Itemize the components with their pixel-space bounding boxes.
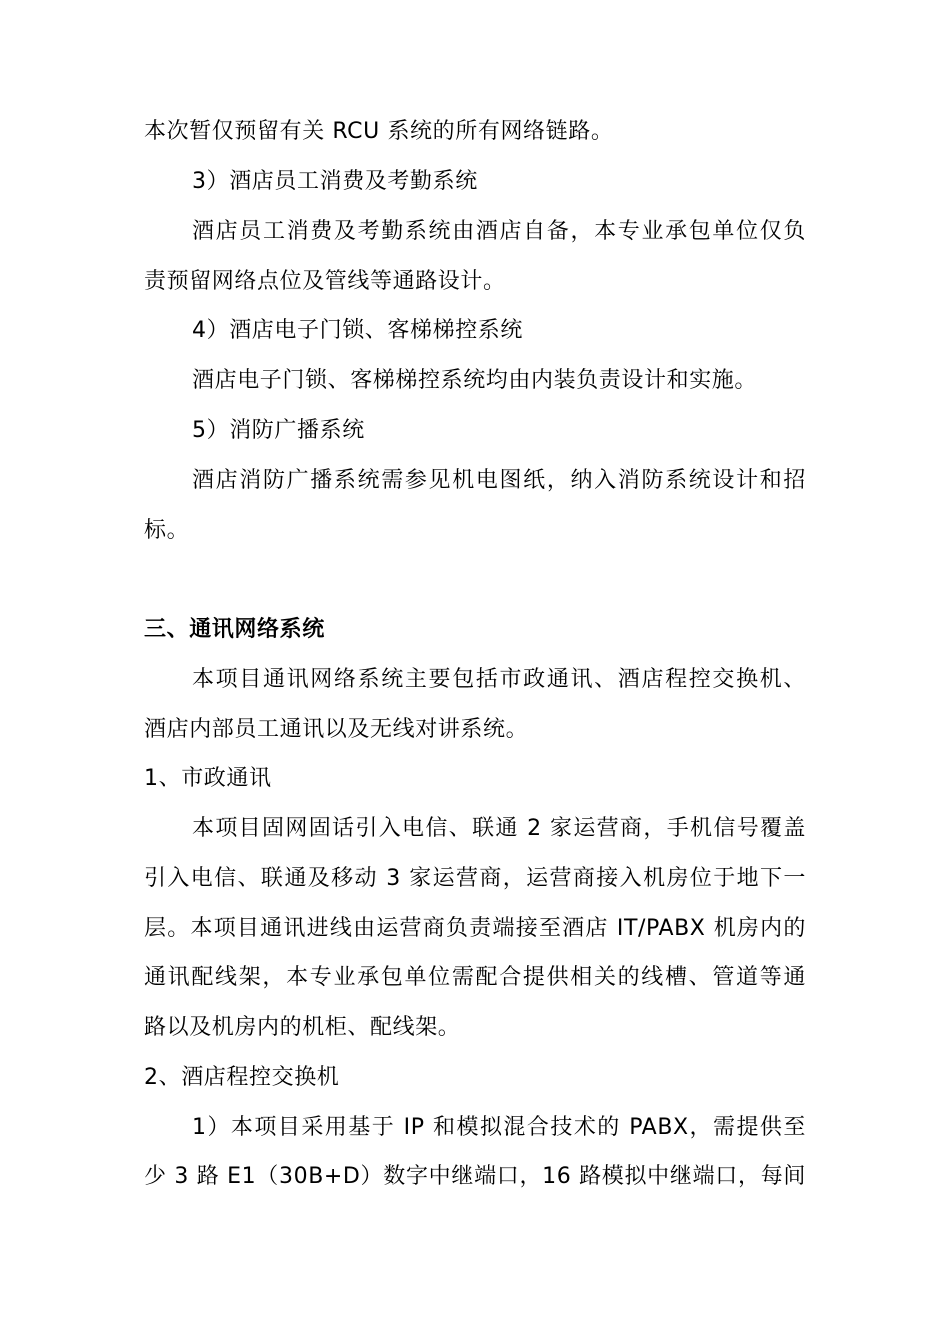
paragraph-line: 通讯配线架，本专业承包单位需配合提供相关的线槽、管道等通 [144,965,806,990]
paragraph-line: 路以及机房内的机柜、配线架。 [144,1015,461,1040]
paragraph-line: 酒店电子门锁、客梯梯控系统均由内装负责设计和实施。 [192,368,758,393]
paragraph-line: 引入电信、联通及移动 3 家运营商，运营商接入机房位于地下一 [144,866,806,891]
paragraph-line: 标。 [144,518,190,543]
paragraph-line: 本项目固网固话引入电信、联通 2 家运营商，手机信号覆盖 [192,816,806,841]
paragraph-line: 少 3 路 E1（30B+D）数字中继端口，16 路模拟中继端口，每间 [144,1164,806,1189]
paragraph-line: 层。本项目通讯进线由运营商负责端接至酒店 IT/PABX 机房内的 [144,916,806,941]
paragraph-line: 酒店内部员工通讯以及无线对讲系统。 [144,717,529,742]
paragraph-line: 1）本项目采用基于 IP 和模拟混合技术的 PABX，需提供至 [192,1115,806,1140]
section-heading: 三、通讯网络系统 [144,617,325,642]
paragraph-line: 本次暂仅预留有关 RCU 系统的所有网络链路。 [144,119,614,144]
subsection-heading: 4）酒店电子门锁、客梯梯控系统 [192,318,523,343]
paragraph-line: 责预留网络点位及管线等通路设计。 [144,269,506,294]
subsection-heading: 5）消防广播系统 [192,418,365,443]
subsection-heading: 3）酒店员工消费及考勤系统 [192,169,478,194]
paragraph-line: 本项目通讯网络系统主要包括市政通讯、酒店程控交换机、 [192,667,806,692]
subsection-heading: 1、市政通讯 [144,766,272,791]
paragraph-line: 酒店消防广播系统需参见机电图纸，纳入消防系统设计和招 [192,468,806,493]
subsection-heading: 2、酒店程控交换机 [144,1065,340,1090]
paragraph-line: 酒店员工消费及考勤系统由酒店自备，本专业承包单位仅负 [192,219,806,244]
